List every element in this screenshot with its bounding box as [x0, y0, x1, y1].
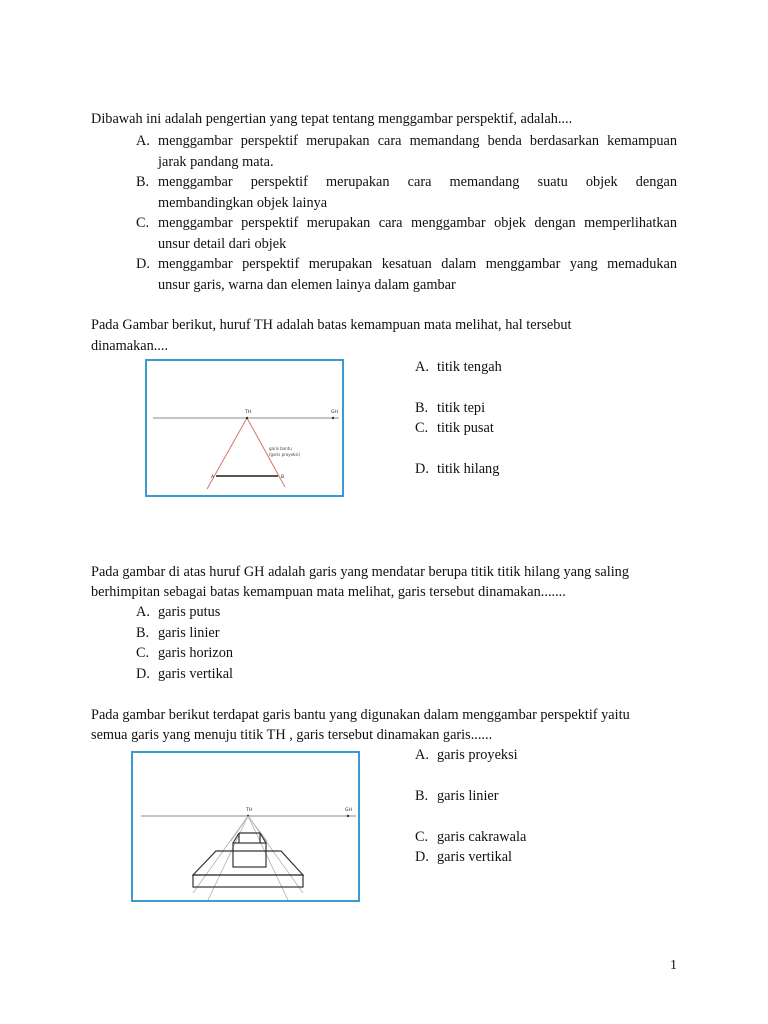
label-gh: GH — [331, 410, 338, 415]
q1-option-c-letter: C. — [136, 215, 150, 231]
perspective-figure-2 — [131, 751, 360, 902]
q2-option-d-text: titik hilang — [437, 461, 500, 477]
q2-option-b-text: titik tepi — [437, 400, 486, 416]
perspective-drawing-1 — [147, 361, 342, 495]
q1-option-d-text — [158, 254, 677, 295]
q3-option-a-text: garis putus — [158, 604, 221, 620]
q1-option-c-line-2: unsur detail dari objek — [158, 235, 287, 252]
q2-option-a-letter: A. — [415, 359, 429, 375]
q4-option-b-text: garis linier — [437, 788, 499, 804]
question-4-line-1: Pada gambar berikut terdapat garis bantu yang digunakan dalam menggambar perspektif yaitu — [91, 707, 630, 723]
q1-option-b-letter: B. — [136, 174, 150, 190]
question-2-line-2: dinamakan.... — [91, 338, 169, 354]
q1-option-c-text — [158, 213, 677, 254]
q4-option-c-letter: C. — [415, 829, 429, 845]
q1-option-b-line-1: menggambar perspektif merupakan cara memandang suatu objek dengan — [158, 174, 677, 190]
q1-option-a-line-2: jarak pandang mata. — [158, 153, 274, 170]
annotation-line-1: garis bantu — [269, 446, 292, 451]
label-b: B — [281, 475, 285, 480]
q1-option-d-line-1: menggambar perspektif merupakan kesatuan dalam menggambar yang memadukan — [158, 256, 677, 272]
q1-option-a-letter: A. — [136, 133, 150, 149]
point-gh — [332, 417, 334, 419]
q3-option-b-text: garis linier — [158, 625, 220, 641]
q4-option-d-letter: D. — [415, 849, 429, 865]
q2-option-c-letter: C. — [415, 420, 429, 436]
q4-option-b-letter: B. — [415, 788, 429, 804]
question-4-line-2: semua garis yang menuju titik TH , garis tersebut dinamakan garis...... — [91, 727, 493, 743]
point-gh-2 — [347, 815, 349, 817]
page-number: 1 — [670, 958, 677, 973]
q1-option-d-line-2: unsur garis, warna dan elemen lainya dalam gambar — [158, 276, 456, 293]
question-1-text: Dibawah ini adalah pengertian yang tepat tentang menggambar perspektif, adalah.... — [91, 111, 573, 127]
label-a: A — [211, 475, 215, 480]
q2-option-d-letter: D. — [415, 461, 429, 477]
q1-option-d-letter: D. — [136, 256, 150, 272]
question-3-line-1: Pada gambar di atas huruf GH adalah garis yang mendatar berupa titik titik hilang yang saling — [91, 564, 629, 580]
base-slab — [193, 851, 303, 887]
q1-option-c-line-1: menggambar perspektif merupakan cara menggambar objek dengan memperlihatkan — [158, 215, 677, 231]
q3-option-d-letter: D. — [136, 666, 150, 682]
q1-option-a-text — [158, 131, 677, 172]
question-3-line-2: berhimpitan sebagai batas kemampuan mata melihat, garis tersebut dinamakan....... — [91, 584, 566, 600]
q1-option-b-text — [158, 172, 677, 213]
q4-option-a-letter: A. — [415, 747, 429, 763]
small-block — [233, 833, 266, 867]
q4-option-d-text: garis vertikal — [437, 849, 513, 865]
annotation-line-2: (garis proyeksi) — [269, 452, 301, 457]
q3-option-c-text: garis horizon — [158, 645, 234, 661]
label-gh-2: GH — [345, 808, 352, 813]
q4-option-a-text: garis proyeksi — [437, 747, 518, 763]
q3-option-a-letter: A. — [136, 604, 150, 620]
q1-option-b-line-2: membandingkan objek lainya — [158, 194, 328, 211]
perspective-drawing-2 — [133, 753, 358, 900]
label-th: TH — [245, 410, 252, 415]
point-th — [246, 417, 248, 419]
q2-option-c-text: titik pusat — [437, 420, 494, 436]
q1-option-a-line-1: menggambar perspektif merupakan cara memandang benda berdasarkan kemampuan — [158, 133, 677, 149]
question-2-line-1: Pada Gambar berikut, huruf TH adalah batas kemampuan mata melihat, hal tersebut — [91, 317, 572, 333]
q2-option-b-letter: B. — [415, 400, 429, 416]
q4-option-c-text: garis cakrawala — [437, 829, 527, 845]
q3-option-d-text: garis vertikal — [158, 666, 234, 682]
q2-option-a-text: titik tengah — [437, 359, 502, 375]
perspective-figure-1 — [145, 359, 344, 497]
label-th-2: TH — [246, 808, 253, 813]
q3-option-b-letter: B. — [136, 625, 150, 641]
q3-option-c-letter: C. — [136, 645, 150, 661]
